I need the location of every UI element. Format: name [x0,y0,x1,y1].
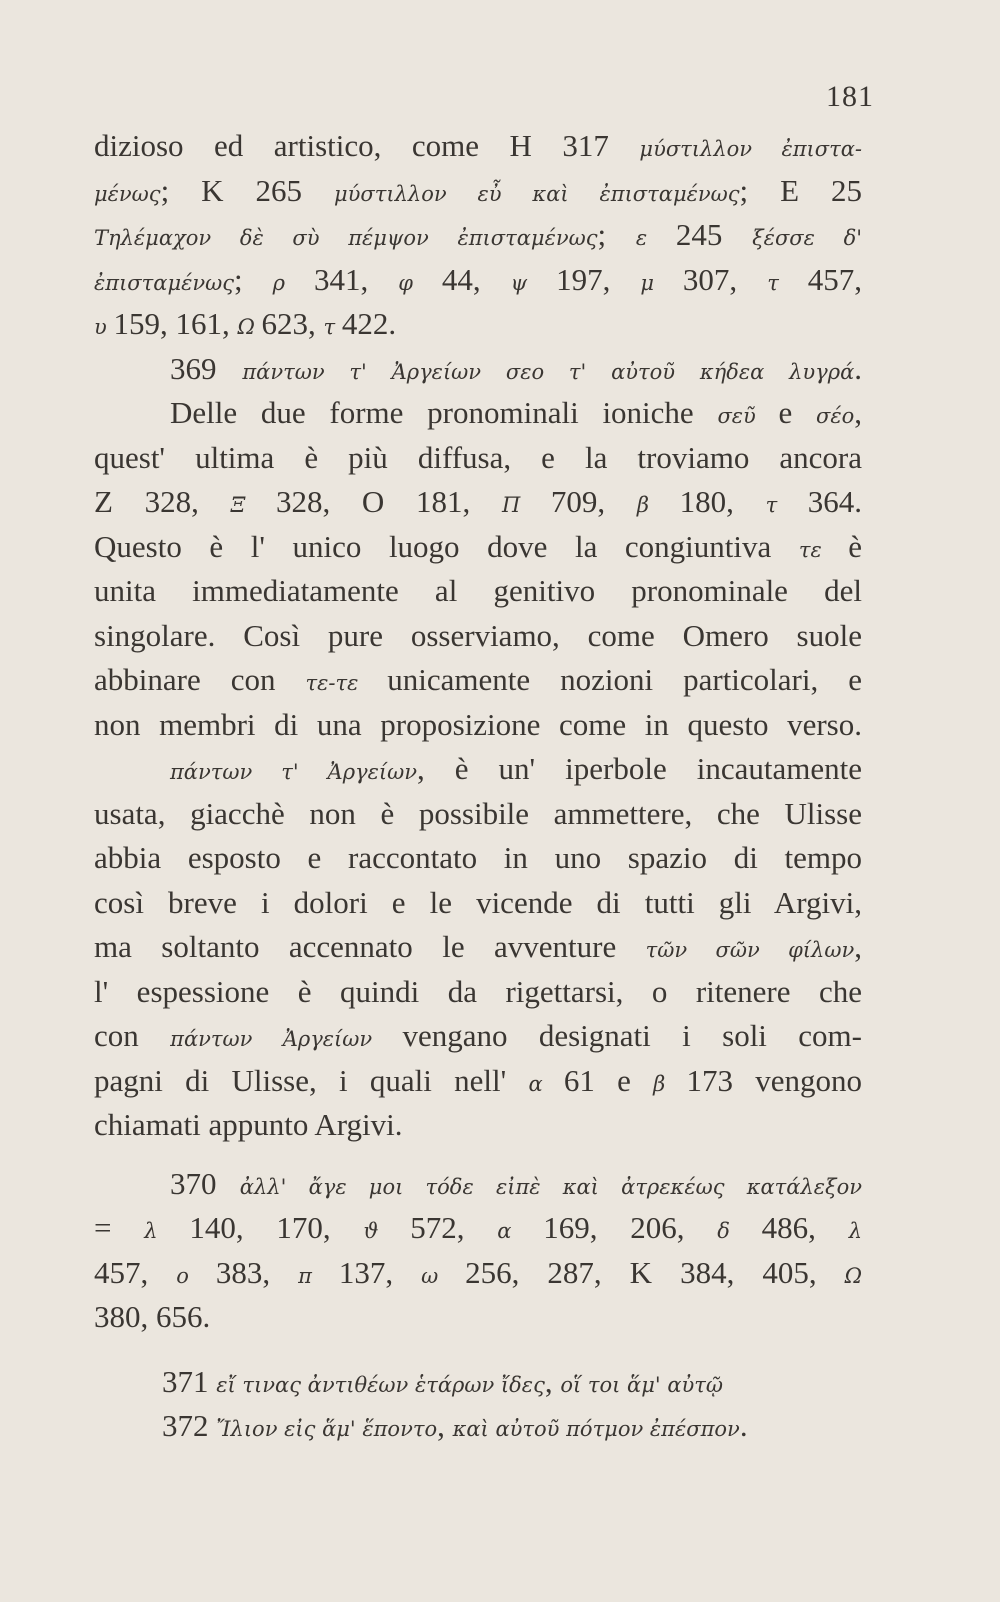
text-line: quest' ultima è più diffusa, e la troviamo ancora [94,439,862,475]
body-text [94,124,862,1449]
text-line: singolare. Così pure osserviamo, come Omero suole [94,617,862,653]
text-line: unita immediatamente al genitivo pronominale del [94,573,862,608]
text-line: dizioso ed artistico, come H 317 μύστιλλον ἐπιστα- [94,128,862,163]
text-line: Delle due forme pronominali ioniche σεῦ e σέο, [170,395,862,430]
text-line: 457, ο 383, π 137, ω 256, 287, K 384, 405, Ω [94,1254,862,1290]
page-number: 181 [826,80,874,113]
text-line: μένως; K 265 μύστιλλον εὖ καὶ ἐπισταμένως; E 25 [94,172,862,208]
text-line: pagni di Ulisse, i quali nell' α 61 e β 173 vengono [94,1062,862,1098]
text-line: Τηλέμαχον δὲ σὺ πέμψον ἐπισταμένως; ε 245 ξέσσε δ' [94,217,862,252]
text-line: 369 πάντων τ' Ἀργείων σεο τ' αὐτοῦ κήδεα λυγρά. [170,350,862,386]
text-line: abbia esposto e raccontato in uno spazio di tempo [94,840,862,875]
text-line: l' espessione è quindi da rigettarsi, o ritenere che [94,973,862,1009]
text-line: abbinare con τε-τε unicamente nozioni particolari, e [94,662,862,697]
text-line: non membri di una proposizione come in questo verso. [94,706,862,742]
text-line: 370 ἀλλ' ἄγε μοι τόδε εἰπὲ καὶ ἀτρεκέως κατάλεξον [170,1165,862,1201]
text-line: Z 328, Ξ 328, O 181, Π 709, β 180, τ 364. [94,484,862,519]
text-line: 372 Ἴλιον εἰς ἅμ' ἕποντο, καὶ αὐτοῦ πότμον ἐπέσπον. [162,1408,748,1443]
text-line: usata, giacchè non è possibile ammettere, che Ulisse [94,795,862,831]
text-line: Questo è l' unico luogo dove la congiuntiva τε è [94,528,862,564]
text-line: con πάντων Ἀργείων vengano designati i soli com- [94,1018,862,1053]
text-line: 371 εἴ τινας ἀντιθέων ἑτάρων ἴδες, οἵ τοι ἅμ' αὐτῷ [162,1363,724,1399]
text-line: ma soltanto accennato le avventure τῶν σῶν φίλων, [94,929,862,964]
text-line: πάντων τ' Ἀργείων, è un' iperbole incautamente [170,751,862,786]
text-line: 380, 656. [94,1299,211,1334]
text-line: così breve i dolori e le vicende di tutti gli Argivi, [94,884,862,920]
text-line: υ 159, 161, Ω 623, τ 422. [94,306,397,341]
text-line: ἐπισταμένως; ρ 341, φ 44, ψ 197, μ 307, τ 457, [94,261,862,297]
text-line: = λ 140, 170, ϑ 572, α 169, 206, δ 486, λ [94,1210,862,1245]
text-line: chiamati appunto Argivi. [94,1107,403,1142]
